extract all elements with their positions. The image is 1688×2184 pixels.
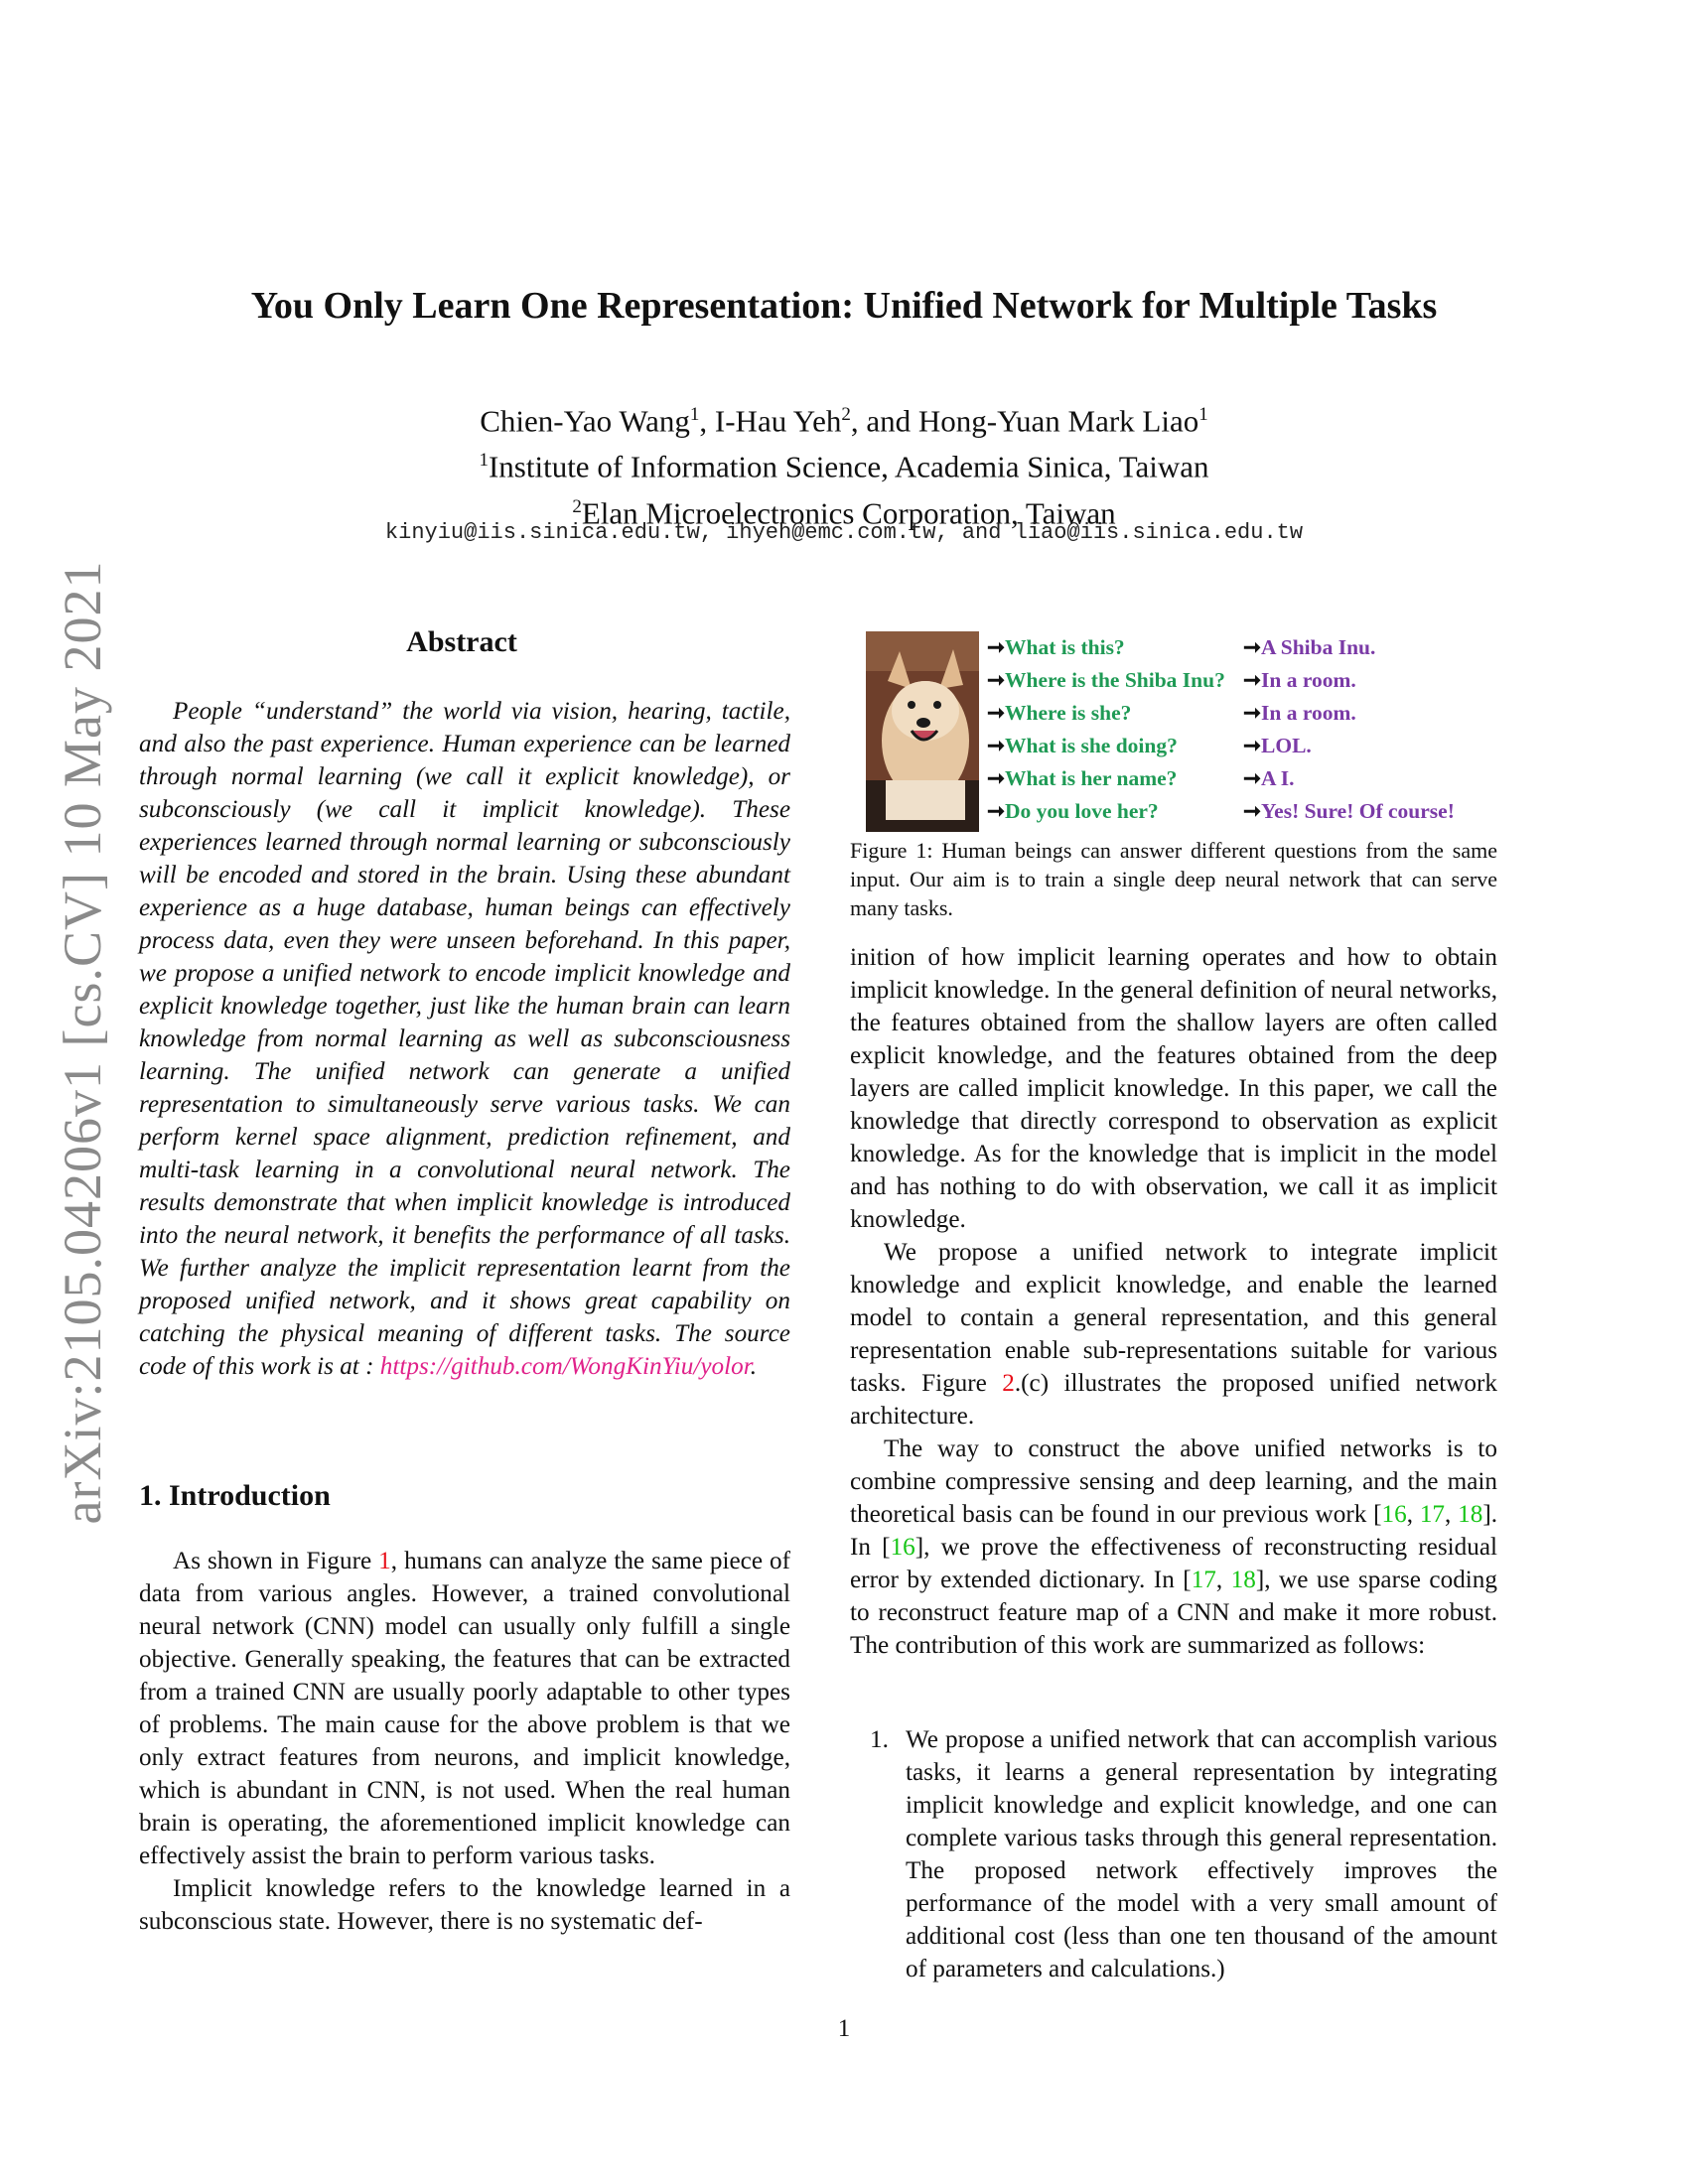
answer-item: ➞LOL. <box>1243 734 1312 757</box>
question-item: ➞Do you love her? <box>987 799 1159 823</box>
question-item: ➞Where is she? <box>987 701 1132 725</box>
abstract-text: People “understand” the world via vision, hearing, tactile, and also the past experience. Human experience can be learned through normal learning (we call it explicit knowledge), or subconsciously (we call it implicit knowledge). These experiences learned through normal learning or subconsciously will be encoded and stored in the brain. Using these abundant experience as a huge database, human beings can effectively process data, even they were unseen beforehand. In this paper, we propose a unified network to encode implicit knowledge and explicit knowledge together, just like the human brain can learn knowledge from normal learning as well as subconsciousness learning. The unified network can generate a unified representation to simultaneously serve various tasks. We can perform kernel space alignment, prediction refinement, and multi-task learning in a convolutional neural network. The results demonstrate that when implicit knowledge is introduced into the neural network, it benefits the performance of all tasks. We further analyze the implicit representation learnt from the proposed unified network, and it shows great capability on catching the physical meaning of different tasks. The source code of this work is at : <box>139 698 790 1380</box>
affiliation-2: $^2$Elan Microelectronics Corporation, Taiwan <box>572 494 1116 530</box>
question-item: ➞Where is the Shiba Inu? <box>987 668 1225 692</box>
author-emails: kinyiu@iis.sinica.edu.tw, ihyeh@emc.com.tw, and liao@iis.sinica.edu.tw <box>384 520 1304 545</box>
arrow-icon: ➞ <box>987 799 1006 823</box>
author-block <box>0 395 1688 533</box>
section-heading-introduction: 1. Introduction <box>139 1479 331 1512</box>
answer-item: ➞In a room. <box>1243 701 1356 725</box>
citation-17[interactable]: 17 <box>1419 1501 1446 1528</box>
arrow-icon: ➞ <box>987 635 1006 659</box>
paper-title: You Only Learn One Representation: Unified Network for Multiple Tasks <box>250 285 1438 327</box>
arrow-icon: ➞ <box>1243 635 1262 659</box>
arrow-icon: ➞ <box>987 766 1006 790</box>
arxiv-identifier: arXiv:2105.04206v1 [cs.CV] 10 May 2021 <box>53 560 112 1525</box>
citation-16[interactable]: 16 <box>1381 1501 1407 1528</box>
page-number: 1 <box>837 2015 851 2042</box>
figure-1-questions <box>987 631 1225 828</box>
figure-1-caption: Figure 1: Human beings can answer different questions from the same input. Our aim is to train a single deep neural network that can serve many tasks. <box>850 838 1497 920</box>
figure-1-link[interactable]: 1 <box>378 1548 391 1574</box>
citation-18[interactable]: 18 <box>1458 1501 1483 1528</box>
question-item: ➞What is this? <box>987 635 1125 659</box>
right-paragraph-2: We propose a unified network to integrate implicit knowledge and explicit knowledge, and enable the learned model to contain a general representation, and this general representation enable sub-representations suitable for various tasks. Figure 2.(c) illustrates the proposed unified network architecture. <box>850 1239 1497 1430</box>
arrow-icon: ➞ <box>1243 734 1262 757</box>
arrow-icon: ➞ <box>1243 799 1262 823</box>
list-text: We propose a unified network that can accomplish various tasks, it learns a general representation by integrating implicit knowledge and explicit knowledge, and one can complete various tasks through this general representation. The proposed network effectively improves the performance of the model with a very small amount of additional cost (less than one ten thousand of the amount of parameters and calculations.) <box>906 1726 1497 1982</box>
arrow-icon: ➞ <box>1243 766 1262 790</box>
list-number: 1. <box>870 1726 889 1753</box>
answer-item: ➞A I. <box>1243 766 1295 790</box>
arrow-icon: ➞ <box>1243 701 1262 725</box>
introduction-body <box>139 1545 790 1938</box>
arrow-icon: ➞ <box>987 734 1006 757</box>
intro-paragraph-2: Implicit knowledge refers to the knowledge learned in a subconscious state. However, there is no systematic def- <box>139 1875 790 1935</box>
shiba-inu-photo <box>866 631 979 832</box>
answer-item: ➞In a room. <box>1243 668 1356 692</box>
abstract-heading: Abstract <box>406 625 517 658</box>
abstract-body: People “understand” the world via vision, hearing, tactile, and also the past experience. Human experience can be learned through normal learning (we call it explicit knowledge), or subconsciously (we call it implicit knowledge). These experiences learned through normal learning or subconsciously will be encoded and stored in the brain. Using these abundant experience as a huge database, human beings can effectively process data, even they were unseen beforehand. In this paper, we propose a unified network to encode implicit knowledge and explicit knowledge together, just like the human brain can learn knowledge from normal learning as well as subconsciousness learning. The unified network can generate a unified representation to simultaneously serve various tasks. We can perform kernel space alignment, prediction refinement, and multi-task learning in a convolutional neural network. The results demonstrate that when implicit knowledge is introduced into the neural network, it benefits the performance of all tasks. We further analyze the implicit representation learnt from the proposed unified network, and it shows great capability on catching the physical meaning of different tasks. The source code of this work is at : https://github.com/WongKinYiu/yolor. <box>139 698 790 1380</box>
answer-item: ➞Yes! Sure! Of course! <box>1243 799 1455 823</box>
author-names: Chien-Yao Wang$^1$, I-Hau Yeh$^2$, and Hong-Yuan Mark Liao$^1$ <box>480 403 1208 439</box>
source-code-link[interactable]: https://github.com/WongKinYiu/yolor <box>379 1353 751 1380</box>
citation-16[interactable]: 16 <box>890 1534 915 1561</box>
list-item <box>850 1723 1497 1985</box>
question-item: ➞What is her name? <box>987 766 1178 790</box>
arrow-icon: ➞ <box>1243 668 1262 692</box>
citation-17[interactable]: 17 <box>1191 1567 1216 1593</box>
affiliation-1: $^1$Institute of Information Science, Academia Sinica, Taiwan <box>479 449 1209 484</box>
right-paragraph-1: inition of how implicit learning operates and how to obtain implicit knowledge. In the general definition of neural networks, the features obtained from the shallow layers are often called explicit knowledge, and the features obtained from the deep layers are called implicit knowledge. In this paper, we call the knowledge that directly correspond to observation as explicit knowledge. As for the knowledge that is implicit in the model and has nothing to do with observation, we call it as implicit knowledge. <box>850 944 1497 1233</box>
intro-paragraph-1: As shown in Figure 1, humans can analyze the same piece of data from various angles. However, a trained convolutional neural network (CNN) model can usually only fulfill a single objective. Generally speaking, the features that can be extracted from a trained CNN are usually poorly adaptable to other types of problems. The main cause for the above problem is that we only extract features from neurons, and implicit knowledge, which is abundant in CNN, is not used. When the real human brain is operating, the aforementioned implicit knowledge can effectively assist the brain to perform various tasks. <box>139 1548 790 1869</box>
right-column-body <box>850 941 1497 1662</box>
figure-2-link[interactable]: 2 <box>1002 1370 1015 1397</box>
arrow-icon: ➞ <box>987 668 1006 692</box>
citation-18[interactable]: 18 <box>1230 1567 1256 1593</box>
right-paragraph-3: The way to construct the above unified networks is to combine compressive sensing and deep learning, and the main theoretical basis can be found in our previous work [16, 17, 18]. In [16], we prove the effectiveness of reconstructing residual error by extended dictionary. In [17, 18], we use sparse coding to reconstruct feature map of a CNN and make it more robust. The contribution of this work are summarized as follows: <box>850 1435 1498 1659</box>
question-item: ➞What is she doing? <box>987 734 1178 757</box>
arrow-icon: ➞ <box>987 701 1006 725</box>
arxiv-margin-stamp <box>48 556 117 1529</box>
contribution-list <box>850 1723 1497 1985</box>
answer-item: ➞A Shiba Inu. <box>1243 635 1376 659</box>
figure-1-answers <box>1243 631 1455 828</box>
